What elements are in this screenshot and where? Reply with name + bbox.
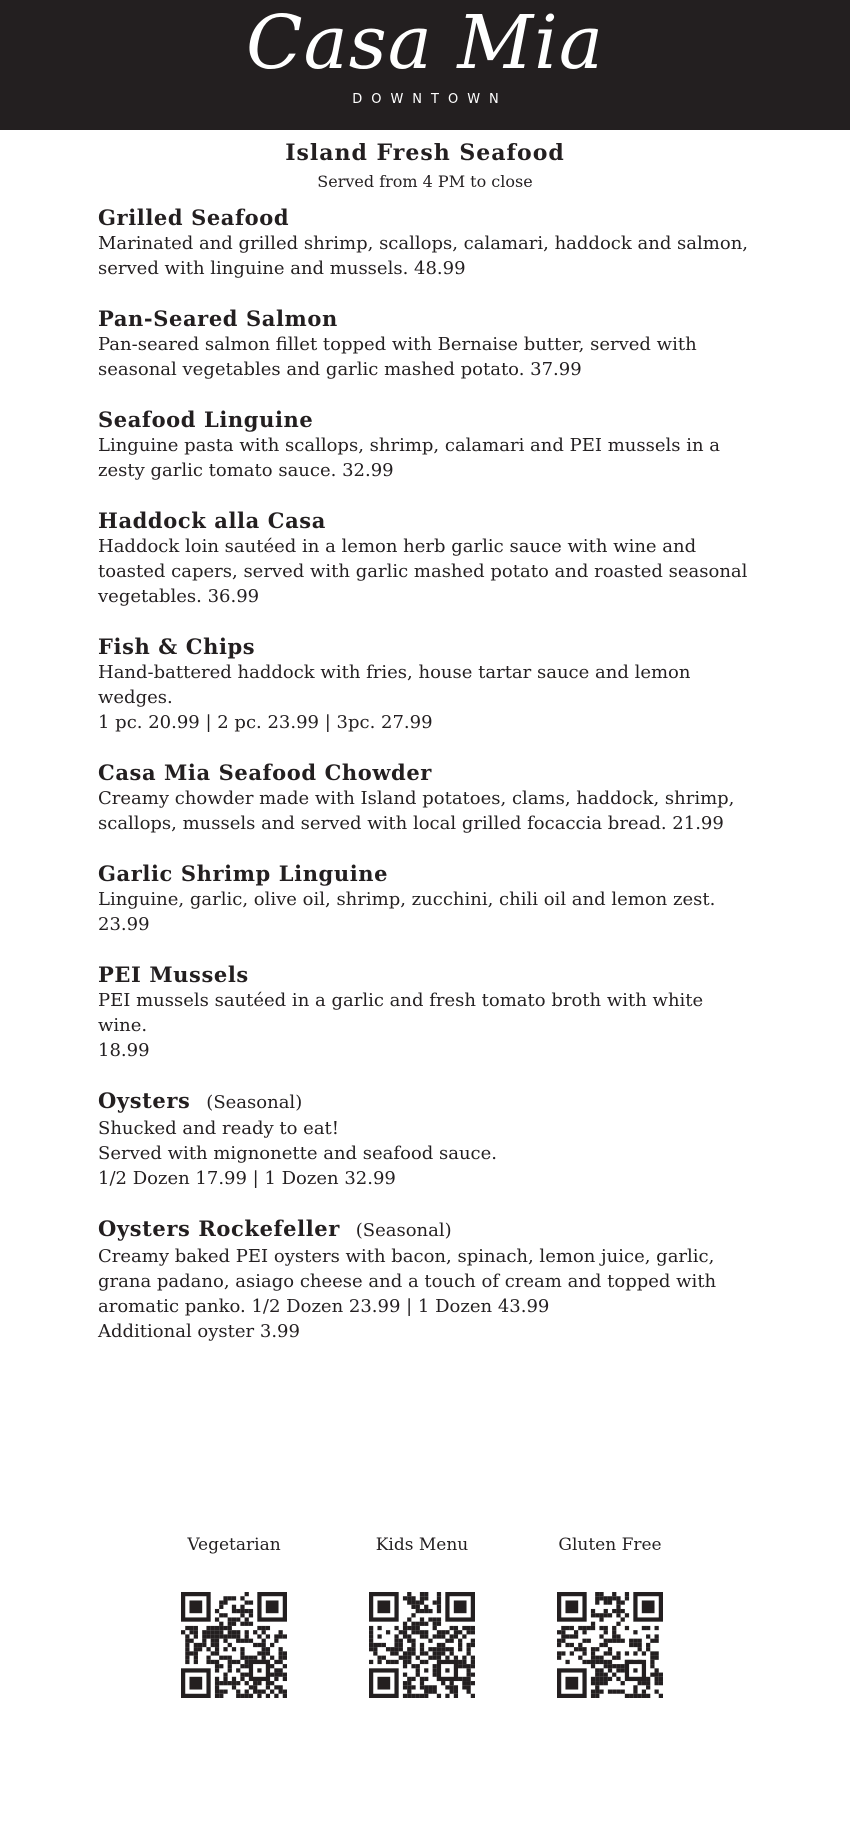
qr-kids-menu[interactable] (332, 1530, 512, 1698)
menu-item (98, 1087, 758, 1191)
qr-label: Gluten Free (558, 1535, 662, 1555)
item-price: 18.99 (98, 1040, 150, 1061)
menu-item (98, 759, 758, 836)
item-name: Haddock alla Casa (98, 508, 326, 533)
item-note: (Seasonal) (206, 1092, 303, 1113)
item-name: Garlic Shrimp Linguine (98, 861, 389, 886)
qr-label: Kids Menu (375, 1535, 469, 1555)
item-prices: 1 pc. 20.99 | 2 pc. 23.99 | 3pc. 27.99 (98, 712, 433, 733)
logo-wordmark: Casa Mia (246, 0, 604, 86)
menu-item (98, 305, 758, 382)
header-banner (0, 0, 850, 130)
menu-item-list (98, 204, 758, 1368)
qr-code-icon[interactable] (181, 1592, 287, 1698)
item-description: Served with mignonette and seafood sauce. (98, 1143, 498, 1164)
item-description: Linguine, garlic, olive oil, shrimp, zucchini, chili oil and lemon zest. (98, 889, 716, 910)
item-name: Pan-Seared Salmon (98, 306, 338, 331)
qr-links (0, 1530, 850, 1700)
item-prices: 1/2 Dozen 17.99 | 1 Dozen 32.99 (98, 1168, 396, 1189)
item-name: Casa Mia Seafood Chowder (98, 760, 432, 785)
item-extra: Additional oyster 3.99 (98, 1321, 300, 1342)
menu-item (98, 860, 758, 937)
menu-item (98, 507, 758, 609)
menu-item (98, 633, 758, 735)
qr-code-icon[interactable] (557, 1592, 663, 1698)
menu-item (98, 1215, 758, 1344)
menu-item (98, 204, 758, 281)
item-name-row (98, 1215, 758, 1244)
item-description: Hand-battered haddock with fries, house tartar sauce and lemon wedges. (98, 662, 691, 708)
qr-vegetarian[interactable] (144, 1530, 324, 1698)
item-description: Marinated and grilled shrimp, scallops, calamari, haddock and salmon, served with linguine and mussels. 48.99 (98, 233, 749, 279)
item-description: Creamy baked PEI oysters with bacon, spinach, lemon juice, garlic, grana padano, asiago cheese and a touch of cream and topped with aromatic panko. 1/2 Dozen 23.99 | 1 Dozen 43.99 (98, 1246, 717, 1317)
item-name-row (98, 1087, 758, 1116)
item-price: 23.99 (98, 914, 150, 935)
section-subtitle: Served from 4 PM to close (317, 172, 533, 191)
qr-label: Vegetarian (187, 1535, 281, 1555)
item-description: Creamy chowder made with Island potatoes, clams, haddock, shrimp, scallops, mussels and served with local grilled focaccia bread. 21.99 (98, 788, 735, 834)
item-name: Fish & Chips (98, 634, 256, 659)
item-note: (Seasonal) (355, 1220, 452, 1241)
item-name: Oysters Rockefeller (98, 1216, 340, 1241)
section-title: Island Fresh Seafood (285, 140, 565, 166)
item-name: Seafood Linguine (98, 407, 314, 432)
item-name: Oysters (98, 1088, 191, 1113)
item-name: Grilled Seafood (98, 205, 290, 230)
item-description: Linguine pasta with scallops, shrimp, calamari and PEI mussels in a zesty garlic tomato sauce. 32.99 (98, 435, 721, 481)
item-description: Haddock loin sautéed in a lemon herb garlic sauce with wine and toasted capers, served with garlic mashed potato and roasted seasonal vegetables. 36.99 (98, 536, 748, 607)
menu-item (98, 961, 758, 1063)
item-description: Shucked and ready to eat! (98, 1118, 340, 1139)
logo-subtitle: DOWNTOWN (352, 92, 508, 107)
qr-gluten-free[interactable] (520, 1530, 700, 1698)
item-description: Pan-seared salmon fillet topped with Bernaise butter, served with seasonal vegetables and garlic mashed potato. 37.99 (98, 334, 697, 380)
menu-item (98, 406, 758, 483)
qr-code-icon[interactable] (369, 1592, 475, 1698)
item-name: PEI Mussels (98, 962, 249, 987)
item-description: PEI mussels sautéed in a garlic and fresh tomato broth with white wine. (98, 990, 704, 1036)
